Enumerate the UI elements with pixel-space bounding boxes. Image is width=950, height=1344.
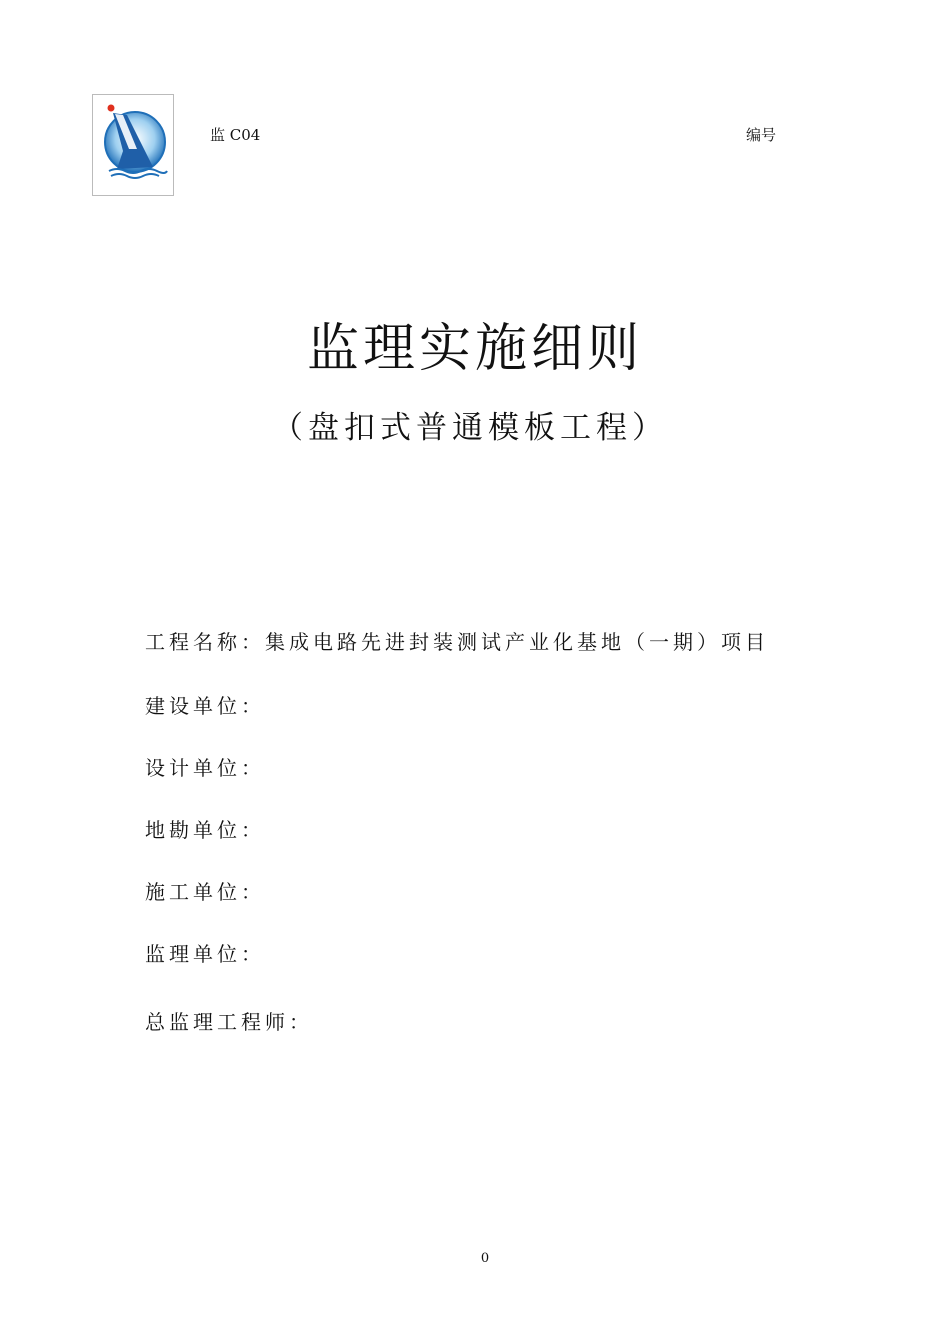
field-chief-supervisor bbox=[145, 1006, 313, 1035]
field-label: 地勘单位： bbox=[145, 818, 265, 842]
form-code: 监 C04 bbox=[210, 126, 261, 144]
company-logo bbox=[92, 94, 174, 196]
field-construction-unit bbox=[145, 690, 265, 719]
document-subtitle: （盘扣式普通模板工程） bbox=[272, 410, 668, 446]
page-number: 0 bbox=[480, 1251, 490, 1266]
field-label: 总监理工程师： bbox=[145, 1010, 313, 1034]
document-title: 监理实施细则 bbox=[306, 319, 643, 379]
field-survey-unit bbox=[145, 814, 265, 843]
field-label: 监理单位： bbox=[145, 942, 265, 966]
serial-number-label: 编号 bbox=[746, 126, 777, 144]
field-project-name bbox=[145, 626, 769, 655]
field-contractor-unit bbox=[145, 876, 265, 905]
field-label: 建设单位： bbox=[145, 694, 265, 718]
field-label: 施工单位： bbox=[145, 880, 265, 904]
field-label: 工程名称： bbox=[145, 630, 265, 654]
field-design-unit bbox=[145, 752, 265, 781]
company-logo-icon bbox=[93, 95, 173, 195]
field-supervision-unit bbox=[145, 938, 265, 967]
field-value: 集成电路先进封装测试产业化基地（一期）项目 bbox=[265, 630, 769, 654]
field-label: 设计单位： bbox=[145, 756, 265, 780]
